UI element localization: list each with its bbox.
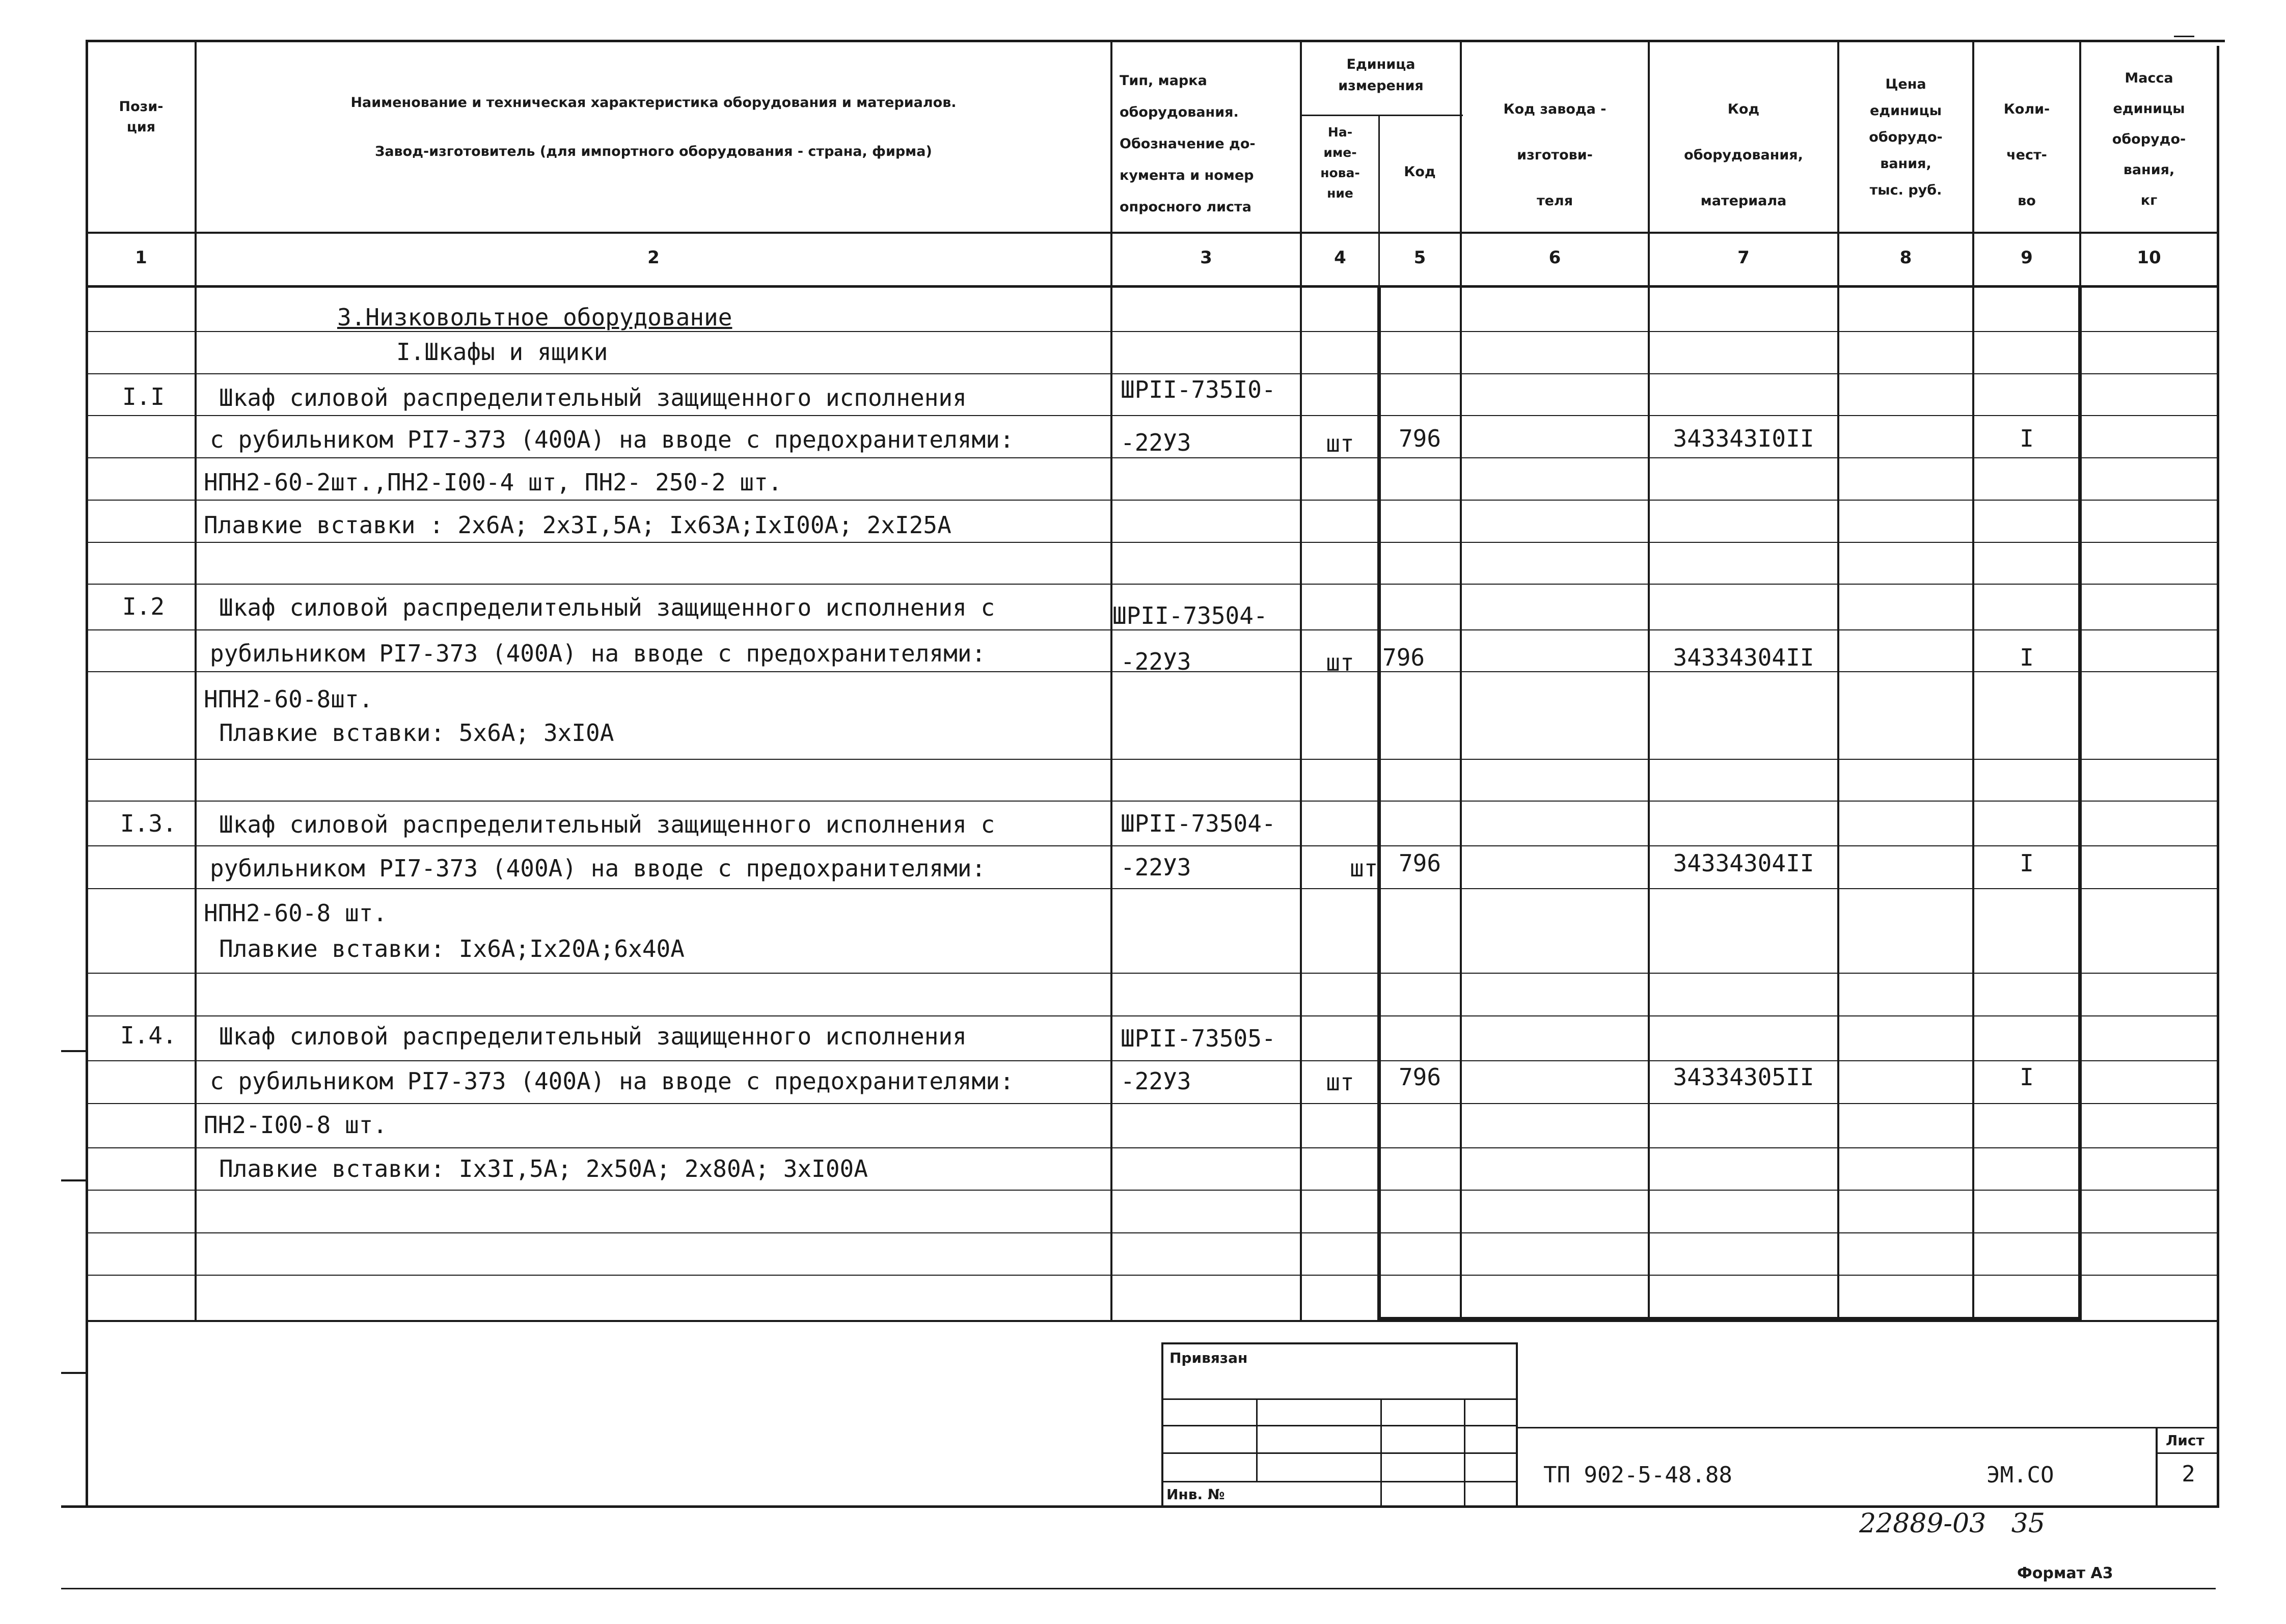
colnum-5: 5 <box>1413 247 1426 268</box>
header-position: Пози- ция <box>119 99 164 135</box>
row-line <box>86 542 2219 543</box>
frame-bottom <box>61 1505 2219 1508</box>
page-rule-bottom <box>61 1588 2216 1589</box>
row-line <box>86 1190 2219 1191</box>
sheet-number: 2 <box>2182 1461 2195 1487</box>
row-line <box>86 801 2219 802</box>
row-line <box>86 415 2219 416</box>
item-desc-line: Плавкие вставки: Ix3I,5A; 2x50A; 2x80A; 3xI00A <box>219 1155 868 1182</box>
corner-tick <box>2174 36 2194 37</box>
item-desc-line: Шкаф силовой распределительный защищенного исполнения <box>219 384 967 411</box>
item-position: I.2 <box>122 593 165 620</box>
row-line <box>86 500 2219 501</box>
row-line <box>86 457 2219 458</box>
colnum-bottom-line <box>86 285 2219 288</box>
header-mass: Масса единицы оборудо- вания, кг <box>2112 70 2186 208</box>
item-type-cont: -22У3 <box>1121 1067 1191 1095</box>
item-desc-line: Шкаф силовой распределительный защищенного исполнения <box>219 1023 967 1050</box>
vline-1 <box>195 40 197 1320</box>
header-equip-code: Код оборудования, материала <box>1684 101 1803 209</box>
item-qty: I <box>2020 1063 2034 1091</box>
item-desc-line: Плавкие вставки : 2x6A; 2x3I,5A; Ix63A;IxI00A; 2xI25A <box>204 511 951 539</box>
item-unit: шт <box>1326 430 1354 457</box>
header-bottom-line <box>86 232 2219 234</box>
stamp-box-top <box>1161 1342 1518 1344</box>
item-equip-code: 34334304II <box>1673 644 1814 671</box>
section-title: 3.Низковольтное оборудование <box>337 304 732 331</box>
row-line <box>86 373 2219 374</box>
header-unit-group: Единица измерения <box>1338 57 1424 94</box>
vline-5 <box>1460 40 1462 1320</box>
colnum-2: 2 <box>647 247 660 268</box>
format-label: Формат А3 <box>2017 1564 2113 1582</box>
unit-group-divider <box>1300 115 1463 116</box>
row-line <box>86 1060 2219 1061</box>
item-unit: шт <box>1350 855 1378 882</box>
handwritten-number: 22889-03 35 <box>1859 1508 2045 1539</box>
stamp-col <box>1380 1398 1382 1506</box>
header-name-line2: Завод-изготовитель (для импортного оборудования - страна, фирма) <box>375 144 932 159</box>
item-type: ШРII-735I0- <box>1121 376 1276 403</box>
row-line <box>86 1103 2219 1104</box>
item-type: ШРII-73504- <box>1121 810 1276 837</box>
row-line <box>86 759 2219 760</box>
vline-8 <box>1972 40 1974 1320</box>
row-line <box>86 1275 2219 1276</box>
sheet-label: Лист <box>2166 1432 2205 1449</box>
row-line <box>86 888 2219 889</box>
item-unit-code: 796 <box>1398 849 1441 877</box>
row-line <box>86 845 2219 846</box>
item-desc-line: Шкаф силовой распределительный защищенного исполнения с <box>219 594 995 621</box>
item-desc-line: НПН2-60-8 шт. <box>204 899 388 927</box>
item-position: I.4. <box>120 1022 177 1049</box>
colnum-6: 6 <box>1548 247 1561 268</box>
item-desc-line: рубильником PI7-373 (400A) на вводе с предохранителями: <box>210 855 986 882</box>
item-position: I.I <box>122 383 165 410</box>
item-desc-line: Плавкие вставки: Ix6A;Ix20A;6x40A <box>219 935 685 962</box>
vline-3 <box>1300 40 1302 1320</box>
margin-tick <box>61 1372 86 1374</box>
header-name-line1: Наименование и техническая характеристика оборудования и материалов. <box>350 95 957 111</box>
item-unit: шт <box>1326 649 1354 676</box>
row-line <box>86 1147 2219 1148</box>
sheet-box-divider <box>2156 1452 2219 1454</box>
item-type-cont: -22У3 <box>1121 854 1191 881</box>
stamp-col <box>1464 1398 1465 1506</box>
subsection-title: I.Шкафы и ящики <box>396 338 608 366</box>
item-unit-code: 796 <box>1398 1063 1441 1091</box>
vline-2 <box>1110 40 1112 1320</box>
vline-6 <box>1648 40 1650 1320</box>
item-equip-code: 34334304II <box>1673 849 1814 877</box>
row-line <box>86 1232 2219 1233</box>
titleblock-top <box>1516 1427 2219 1428</box>
doc-mark: ЭМ.СО <box>1986 1462 2054 1488</box>
colnum-1: 1 <box>135 247 147 268</box>
item-unit-code: 796 <box>1382 644 1425 671</box>
item-desc-line: НПН2-60-2шт.,ПН2-I00-4 шт, ПН2- 250-2 шт. <box>204 469 782 496</box>
header-qty: Коли- чест- во <box>2003 101 2050 209</box>
item-unit-code: 796 <box>1398 425 1441 452</box>
frame-right <box>2217 46 2219 1506</box>
item-type-cont: -22У3 <box>1121 429 1191 456</box>
colnum-8: 8 <box>1899 247 1912 268</box>
margin-tick <box>61 1050 86 1052</box>
item-qty: I <box>2020 425 2034 452</box>
colnum-4: 4 <box>1334 247 1346 268</box>
item-desc-line: ПН2-I00-8 шт. <box>204 1111 388 1139</box>
stamp-col <box>1256 1398 1258 1481</box>
item-equip-code: 343343I0II <box>1673 425 1814 452</box>
item-qty: I <box>2020 849 2034 877</box>
header-factory-code: Код завода - изготови- теля <box>1503 101 1607 209</box>
item-type: ШРII-73505- <box>1121 1025 1276 1052</box>
header-type: Тип, марка оборудования. Обозначение до- кумента и номер опросного листа <box>1120 73 1256 215</box>
colnum-10: 10 <box>2137 247 2161 268</box>
item-type-cont: -22У3 <box>1121 648 1191 675</box>
row-line <box>86 1015 2219 1016</box>
item-equip-code: 34334305II <box>1673 1063 1814 1091</box>
item-type: ШРII-73504- <box>1112 602 1268 629</box>
stamp-privyazan: Привязан <box>1169 1350 1248 1366</box>
item-unit: шт <box>1326 1068 1354 1096</box>
item-desc-line: НПН2-60-8шт. <box>204 685 373 713</box>
header-price: Цена единицы оборудо- вания, тыс. руб. <box>1869 76 1943 198</box>
margin-tick <box>61 1179 86 1181</box>
vline-7 <box>1837 40 1839 1320</box>
item-desc-line: с рубильником PI7-373 (400A) на вводе с предохранителями: <box>210 1067 1014 1095</box>
item-desc-line: с рубильником PI7-373 (400A) на вводе с предохранителями: <box>210 426 1014 453</box>
row-line <box>86 973 2219 974</box>
doc-code: ТП 902-5-48.88 <box>1543 1462 1732 1488</box>
item-desc-line: рубильником PI7-373 (400A) на вводе с предохранителями: <box>210 640 986 667</box>
header-unit-code: Код <box>1404 164 1436 180</box>
colnum-3: 3 <box>1200 247 1212 268</box>
colnum-9: 9 <box>2021 247 2033 268</box>
stamp-inv-no: Инв. № <box>1166 1486 1225 1503</box>
item-desc-line: Шкаф силовой распределительный защищенного исполнения с <box>219 811 995 838</box>
header-unit-name: На- име- нова- ние <box>1320 125 1360 201</box>
table-end-line <box>86 1320 2219 1322</box>
item-qty: I <box>2020 644 2034 671</box>
row-line <box>86 584 2219 585</box>
item-desc-line: Плавкие вставки: 5x6A; 3xI0A <box>219 719 614 747</box>
colnum-7: 7 <box>1737 247 1750 268</box>
item-position: I.3. <box>120 810 177 837</box>
frame-top <box>86 40 2225 42</box>
